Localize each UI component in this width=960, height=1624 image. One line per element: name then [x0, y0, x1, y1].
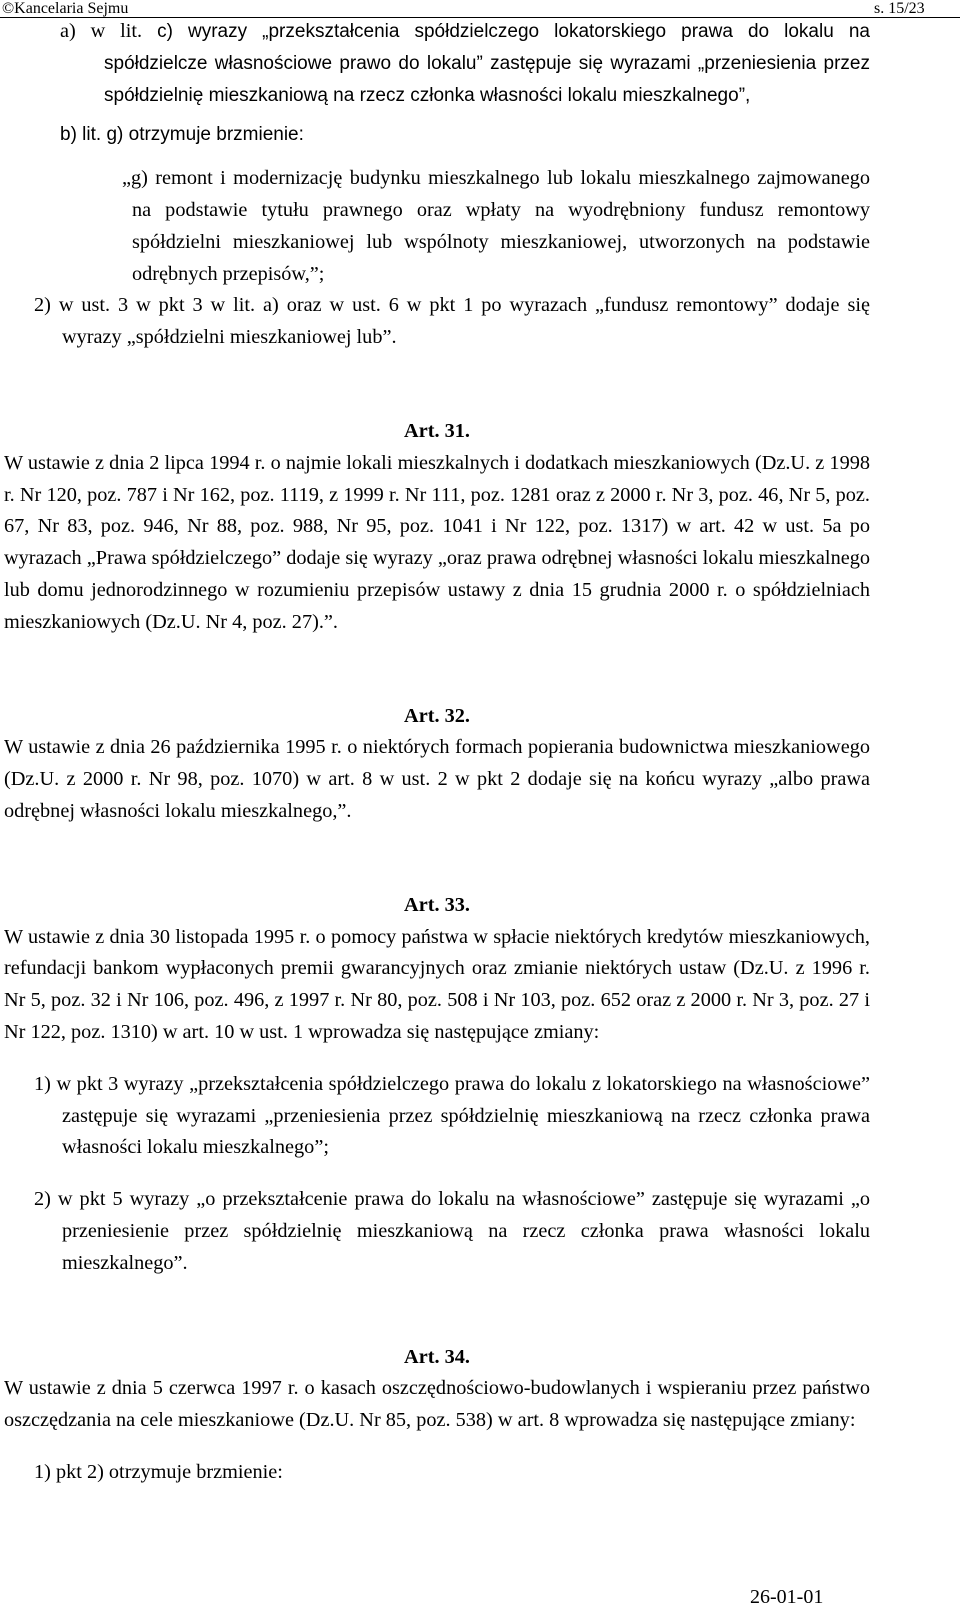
art-33-text: W ustawie z dnia 30 listopada 1995 r. o pomocy państwa w spłacie niektórych kredytów mieszkaniowych, refundacji bankom wypłaconych premii gwarancyjnych oraz zmianie niektórych ustaw (Dz.U. z 1996 r. Nr 5, poz. 32 i Nr 106, poz. 496, z 1997 r. Nr 80, poz. 508 i Nr 103, poz. 652 oraz z 2000 r. Nr 3, poz. 27 i Nr 122, poz. 1310) w art. 10 w ust. 1 wprowadza się następujące zmiany:: [4, 925, 870, 1043]
art-32-text: W ustawie z dnia 26 października 1995 r. o niektórych formach popierania budownictwa mieszkaniowego (Dz.U. z 2000 r. Nr 98, poz. 1070) w art. 8 w ust. 2 w pkt 2 dodaje się na końcu wyrazy „albo prawa odrębnej własności lokalu mieszkalnego,”.: [4, 736, 870, 822]
art-34-text: W ustawie z dnia 5 czerwca 1997 r. o kasach oszczędnościowo-budowlanych i wspieraniu przez państwo oszczędzania na cele mieszkaniowe (Dz.U. Nr 85, poz. 538) w art. 8 wprowadza się następujące zmiany:: [4, 1377, 870, 1432]
art-33-heading: Art. 33.: [404, 893, 470, 916]
art-33-item-1: 1) w pkt 3 wyrazy „przekształcenia spółdzielczego prawa do lokalu z lokatorskiego na własnościowe” zastępuje się wyrazami „przeniesienia przez spółdzielnię mieszkaniową na rzecz członka prawa własności lokalu mieszkalnego”;: [34, 1072, 870, 1159]
item-a: [60, 16, 870, 111]
art-31-heading: Art. 31.: [404, 419, 470, 442]
art-34-item-1: 1) pkt 2) otrzymuje brzmienie:: [34, 1460, 283, 1483]
document-body: [4, 16, 870, 1489]
header-source: ©Kancelaria Sejmu: [2, 0, 129, 17]
item-b: b) lit. g) otrzymuje brzmienie:: [60, 124, 304, 146]
art-32-heading: Art. 32.: [404, 704, 470, 727]
item-2: 2) w ust. 3 w pkt 3 w lit. a) oraz w ust. 6 w pkt 1 po wyrazach „fundusz remontowy” dodaje się wyrazy „spółdzielni mieszkaniowej lub”.: [34, 294, 870, 349]
item-a-label: a) w lit.: [60, 20, 143, 42]
quote-g: „g) remont i modernizację budynku mieszkalnego lub lokalu mieszkalnego zajmowanego na podstawie tytułu prawnego oraz wpłaty na wyodrębniony fundusz remontowy spółdzielni mieszkaniowej lub wspólnoty mieszkaniowej, utworzonych na podstawie odrębnych przepisów,”;: [122, 167, 870, 285]
art-34-heading: Art. 34.: [404, 1345, 470, 1368]
header-page-number: s. 15/23: [874, 0, 925, 17]
art-33-item-2: 2) w pkt 5 wyrazy „o przekształcenie prawa do lokalu na własnościowe” zastępuje się wyrazami „o przeniesienie przez spółdzielnię mieszkaniową na rzecz członka prawa własności lokalu mieszkalnego”.: [34, 1188, 870, 1274]
item-a-text: c) wyrazy „przekształcenia spółdzielczego lokatorskiego prawa do lokalu na spółdzielcze własnościowe prawo do lokalu” zastępuje się wyrazami „przeniesienia przez spółdzielnię mieszkaniową na rzecz członka własności lokalu mieszkalnego”,: [104, 21, 870, 106]
footer-code: 26-01-01: [750, 1586, 824, 1608]
art-31-text: W ustawie z dnia 2 lipca 1994 r. o najmie lokali mieszkalnych i dodatkach mieszkaniowych (Dz.U. z 1998 r. Nr 120, poz. 787 i Nr 162, poz. 1119, z 1999 r. Nr 111, poz. 1281 oraz z 2000 r. Nr 3, poz. 46, Nr 5, poz. 67, Nr 83, poz. 946, Nr 88, poz. 988, Nr 95, poz. 1041 i Nr 122, poz. 1317) w art. 42 w ust. 5a po wyrazach „Prawa spółdzielczego” dodaje się wyrazy „oraz prawa odrębnej własności lokalu mieszkalnego lub domu jednorodzinnego w rozumieniu przepisów ustawy z dnia 15 grudnia 2000 r. o spółdzielniach mieszkaniowych (Dz.U. Nr 4, poz. 27).”.: [4, 451, 870, 633]
